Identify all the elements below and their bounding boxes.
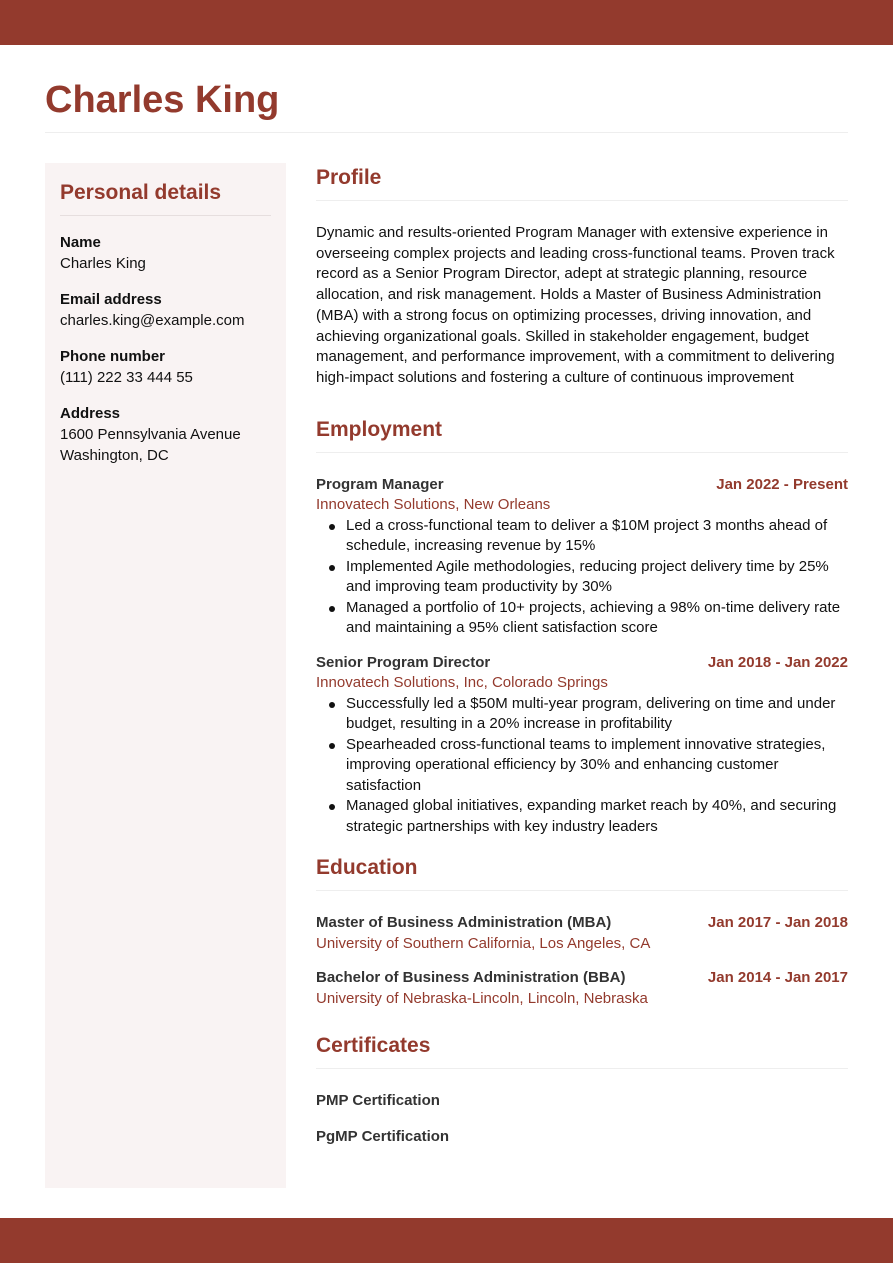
detail-label: Phone number [60,348,166,365]
certificate-item: PgMP Certification [316,1127,450,1145]
detail-name [60,232,271,274]
job-company: Innovatech Solutions, Inc, Colorado Springs [316,674,608,692]
bullet-item: Managed global initiatives, expanding market reach by 40%, and securing strategic partnerships with key industry leaders [346,796,848,837]
detail-email [60,289,271,331]
detail-value: Charles King [60,255,146,272]
degree: Master of Business Administration (MBA) [316,914,612,932]
email-value[interactable]: charles.king@example.com [60,312,245,329]
address-line-2: Washington, DC [60,447,169,464]
detail-address [60,403,271,466]
top-accent-bar [0,0,893,45]
phone-value: (111) 222 33 444 55 [60,369,193,386]
education-section [316,853,848,1009]
job-company: Innovatech Solutions, New Orleans [316,496,551,514]
bullet-item: Successfully led a $50M multi-year program, delivering on time and under budget, resulting in a 20% increase in profitability [346,694,848,735]
certificate-item: PMP Certification [316,1092,440,1110]
bullet-item: Led a cross-functional team to deliver a $10M project 3 months ahead of schedule, increasing revenue by 15% [346,516,848,557]
name-divider [45,132,848,133]
education-dates: Jan 2014 - Jan 2017 [707,969,848,987]
detail-label: Name [60,234,101,251]
detail-label: Address [60,405,121,422]
detail-phone [60,346,271,388]
candidate-name: Charles King [45,79,280,121]
personal-details-sidebar [45,163,286,1188]
job-bullets [316,516,848,639]
job-dates: Jan 2022 - Present [716,475,848,493]
job-bullets [316,694,848,838]
school: University of Southern California, Los Angeles, CA [316,934,651,952]
bullet-item: Implemented Agile methodologies, reducing project delivery time by 25% and improving team productivity by 30% [346,557,848,598]
bullet-item: Managed a portfolio of 10+ projects, achieving a 98% on-time delivery rate and maintaining a 95% client satisfaction score [346,598,848,639]
education-entry [316,913,848,954]
education-heading: Education [316,853,848,891]
employment-section [316,415,848,838]
profile-section [316,163,848,389]
personal-details-heading: Personal details [60,180,271,216]
bottom-accent-bar [0,1218,893,1263]
job-dates: Jan 2018 - Jan 2022 [707,653,848,671]
job-title: Program Manager [316,475,444,493]
degree: Bachelor of Business Administration (BBA) [316,969,626,987]
employment-heading: Employment [316,415,848,453]
detail-label: Email address [60,291,162,308]
certificates-section [316,1031,848,1147]
job-entry [316,475,848,639]
profile-heading: Profile [316,163,848,201]
job-entry [316,653,848,838]
main-content [316,163,848,1162]
certificates-heading: Certificates [316,1031,848,1069]
bullet-item: Spearheaded cross-functional teams to implement innovative strategies, improving operational efficiency by 30% and enhancing customer satisfaction [346,735,848,797]
address-line-1: 1600 Pennsylvania Avenue [60,426,241,443]
job-title: Senior Program Director [316,653,491,671]
education-dates: Jan 2017 - Jan 2018 [707,914,848,932]
school: University of Nebraska-Lincoln, Lincoln, Nebraska [316,989,648,1007]
education-entry [316,968,848,1009]
profile-summary: Dynamic and results-oriented Program Manager with extensive experience in overseeing complex projects and leading cross-functional teams. Proven track record as a Senior Program Director, adept at strategic planning, resource allocation, and risk management. Holds a Master of Business Administration (MBA) with a strong focus on optimizing processes, driving innovation, and achieving organizational goals. Skilled in stakeholder engagement, budget management, and performance improvement, with a commitment to delivering high-impact solutions and fostering a culture of continuous improvement [316,224,835,386]
